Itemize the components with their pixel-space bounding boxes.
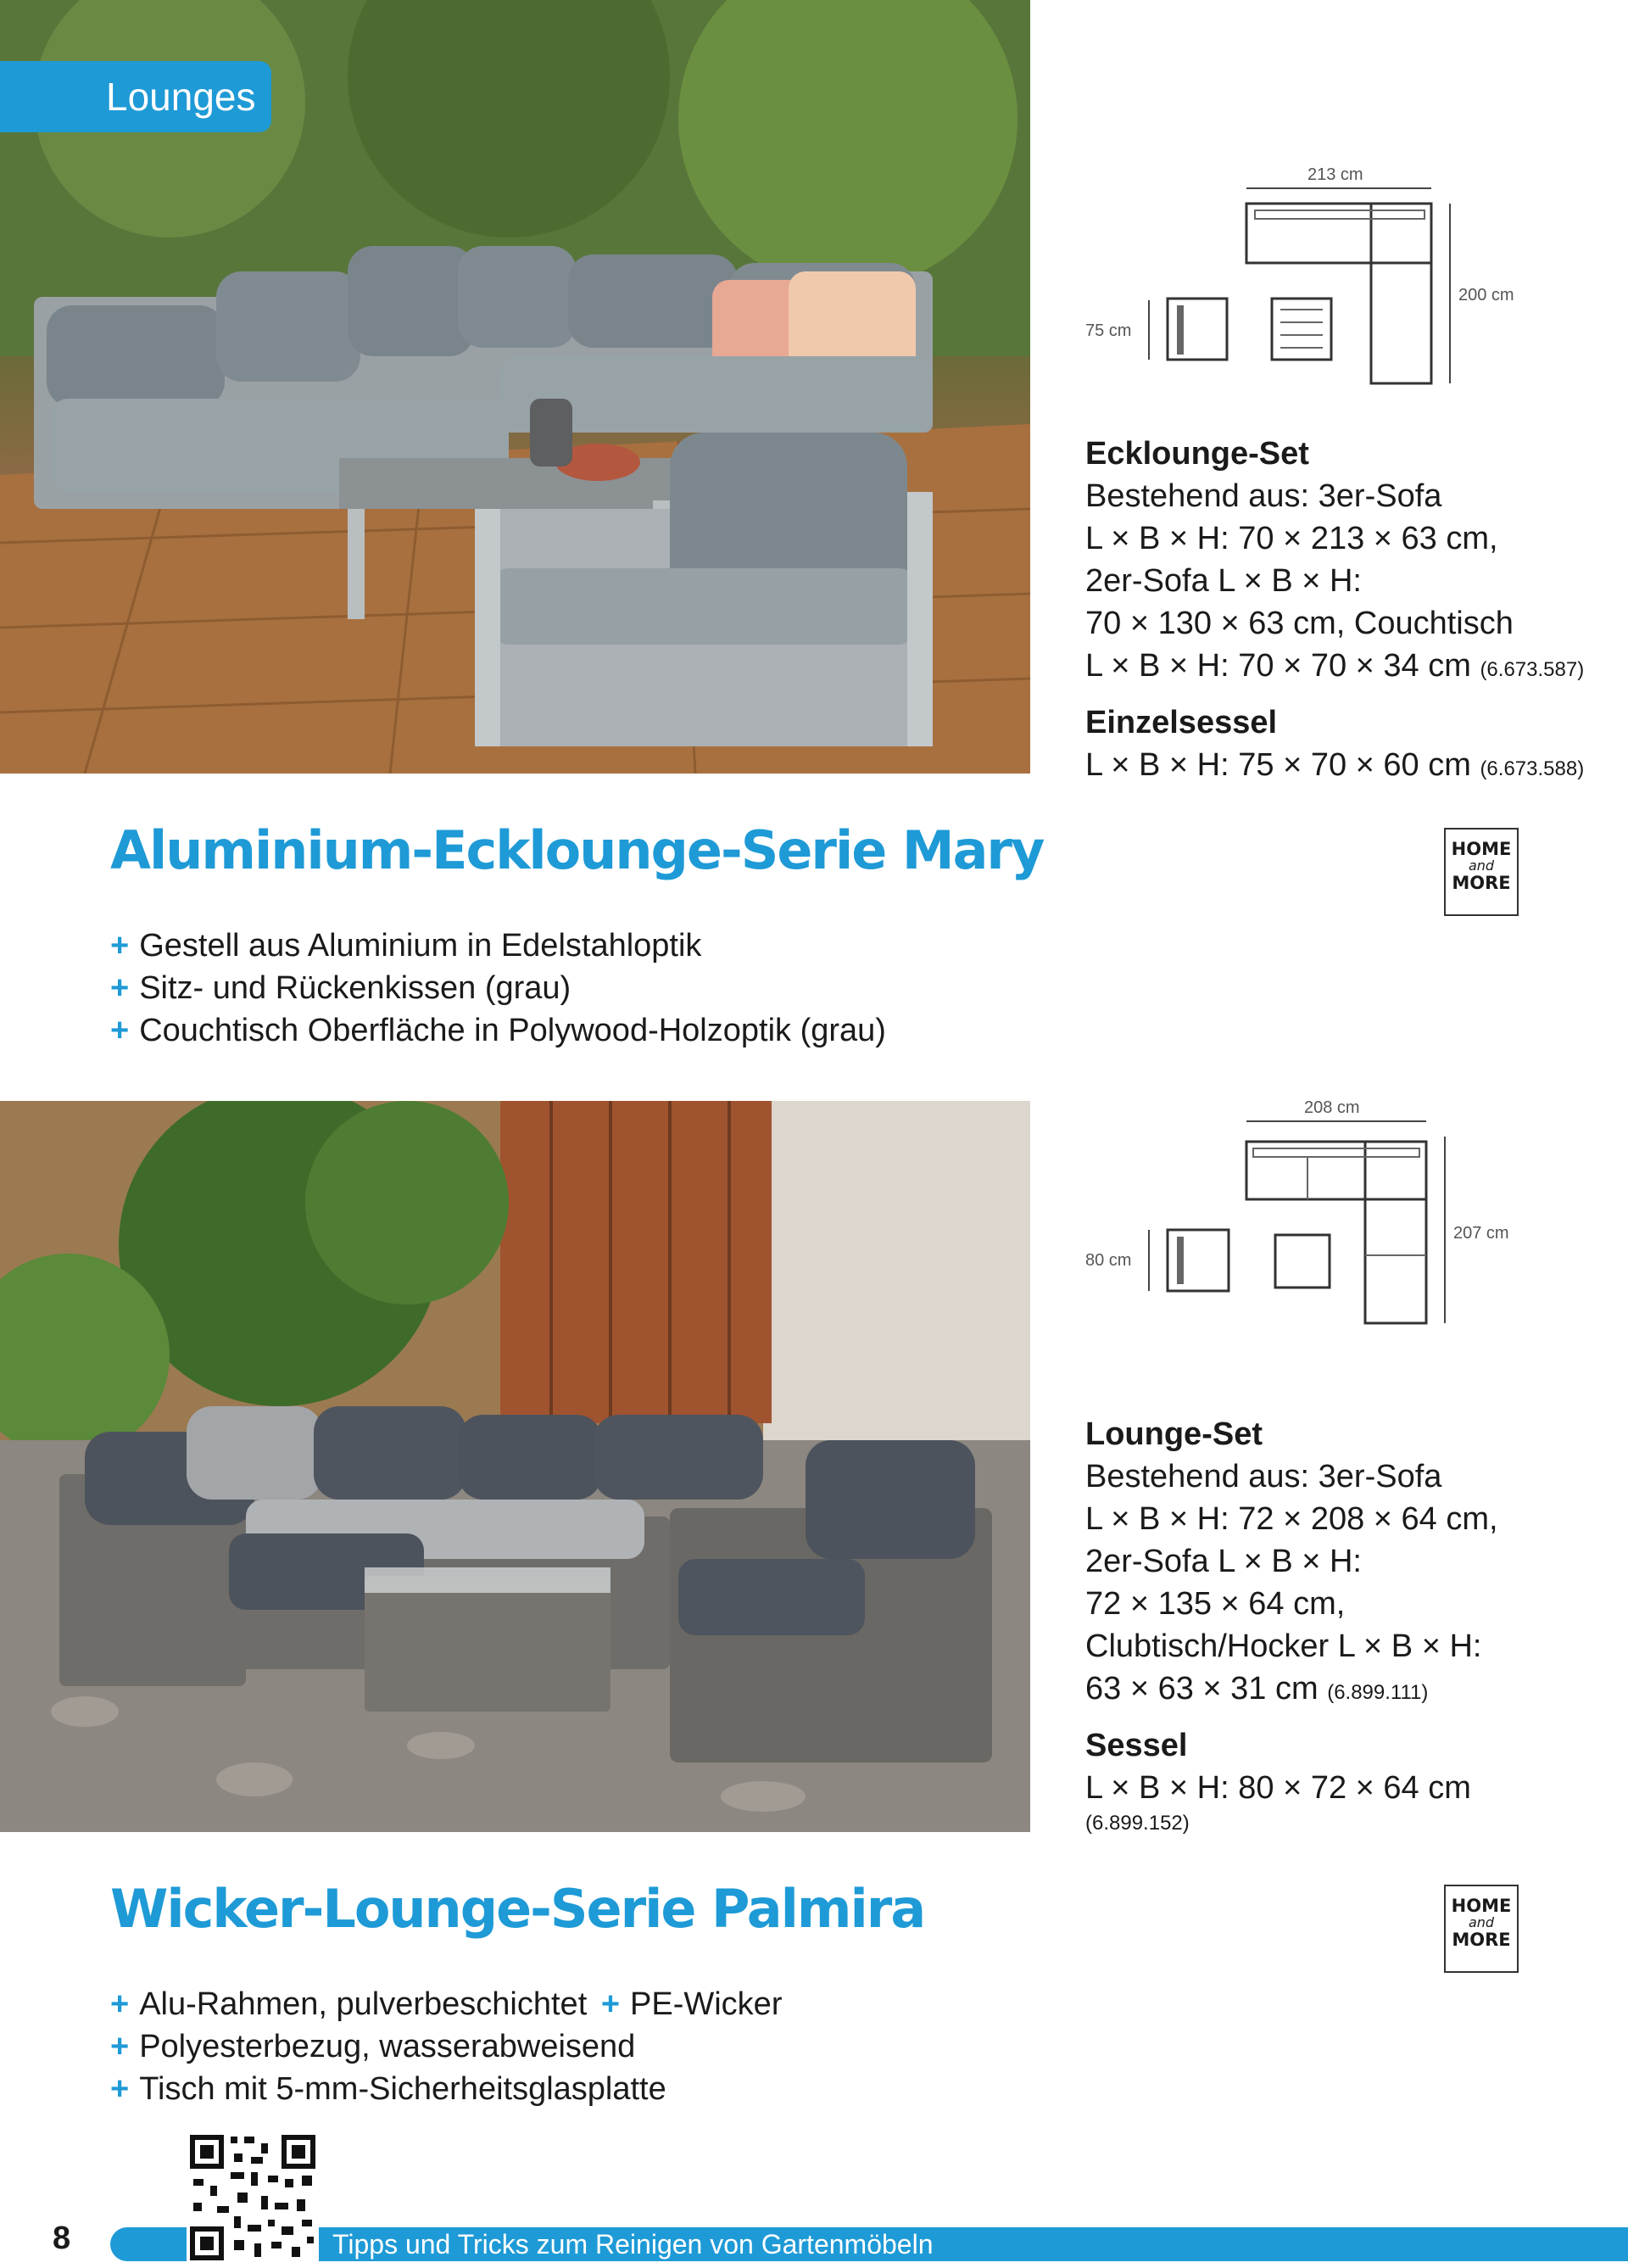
article-number: (6.673.588) [1480,757,1585,780]
feature-item: + Couchtisch Oberfläche in Polywood-Holzoptik (grau) [110,1013,886,1048]
home-and-more-logo: HOME and MORE [1444,1885,1519,1973]
spec-line: 63 × 63 × 31 cm [1085,1671,1319,1707]
article-number: (6.899.111) [1327,1681,1429,1704]
width-label: 208 cm [1304,1098,1360,1117]
article-number: (6.673.587) [1480,658,1585,681]
spec-heading: Lounge-Set [1085,1416,1263,1452]
footer-tip-text: Tipps und Tricks zum Reinigen von Gartenmöbeln [332,2229,934,2260]
feature-item: + Gestell aus Aluminium in Edelstahloptik [110,928,702,964]
spec-line: Bestehend aus: 3er-Sofa [1085,478,1442,514]
wicker-scene-illustration [0,1101,1030,1832]
chair-label: 75 cm [1085,321,1132,340]
qr-code[interactable] [187,2131,319,2264]
depth-label: 207 cm [1453,1224,1509,1243]
spec-line: 72 × 135 × 64 cm, [1085,1586,1346,1622]
spec-heading: Ecklounge-Set [1085,436,1309,472]
product-photo-palmira [0,1101,1030,1832]
feature-list-mary [110,925,886,1052]
feature-item: + Tisch mit 5-mm-Sicherheitsglasplatte [110,2071,666,2107]
depth-label: 200 cm [1458,286,1514,304]
section-tab [0,61,271,132]
qr-code-graphic [187,2131,319,2264]
spec-line: 2er-Sofa L × B × H: [1085,1544,1362,1579]
home-and-more-logo: HOME and MORE [1444,828,1519,916]
feature-item: + Sitz- und Rückenkissen (grau) [110,970,571,1006]
floor-plan-diagram-mary [1077,161,1552,399]
spec-line: L × B × H: 72 × 208 × 64 cm, [1085,1501,1498,1537]
spec-block-mary [1085,433,1611,790]
spec-line: L × B × H: 70 × 70 × 34 cm [1085,648,1471,684]
footer-tip-bar[interactable] [110,2227,1628,2261]
series-title-mary: Aluminium-Ecklounge-Serie Mary [110,819,1044,881]
spec-line: 70 × 130 × 63 cm, Couchtisch [1085,606,1514,641]
feature-item: + Polyesterbezug, wasserabweisend [110,2029,636,2064]
width-label: 213 cm [1307,165,1363,184]
series-title-palmira: Wicker-Lounge-Serie Palmira [110,1878,925,1940]
page-number: 8 [53,2221,71,2256]
article-number: (6.899.152) [1085,1812,1190,1835]
spec-line: L × B × H: 75 × 70 × 60 cm [1085,747,1471,783]
spec-line: L × B × H: 70 × 213 × 63 cm, [1085,521,1498,556]
feature-list-palmira [110,1983,782,2110]
spec-heading: Einzelsessel [1085,705,1278,740]
floor-plan-diagram-palmira [1077,1094,1552,1332]
feature-item: + Alu-Rahmen, pulverbeschichtet + PE-Wicker [110,1986,783,2022]
spec-line: Clubtisch/Hocker L × B × H: [1085,1628,1482,1664]
spec-heading: Sessel [1085,1728,1188,1763]
chair-label: 80 cm [1085,1251,1132,1270]
spec-line: L × B × H: 80 × 72 × 64 cm [1085,1770,1471,1806]
spec-line: Bestehend aus: 3er-Sofa [1085,1459,1442,1494]
spec-line: 2er-Sofa L × B × H: [1085,563,1362,599]
product-photo-mary [0,0,1030,774]
spec-block-palmira [1085,1413,1611,1838]
section-label: Lounges [106,75,256,119]
